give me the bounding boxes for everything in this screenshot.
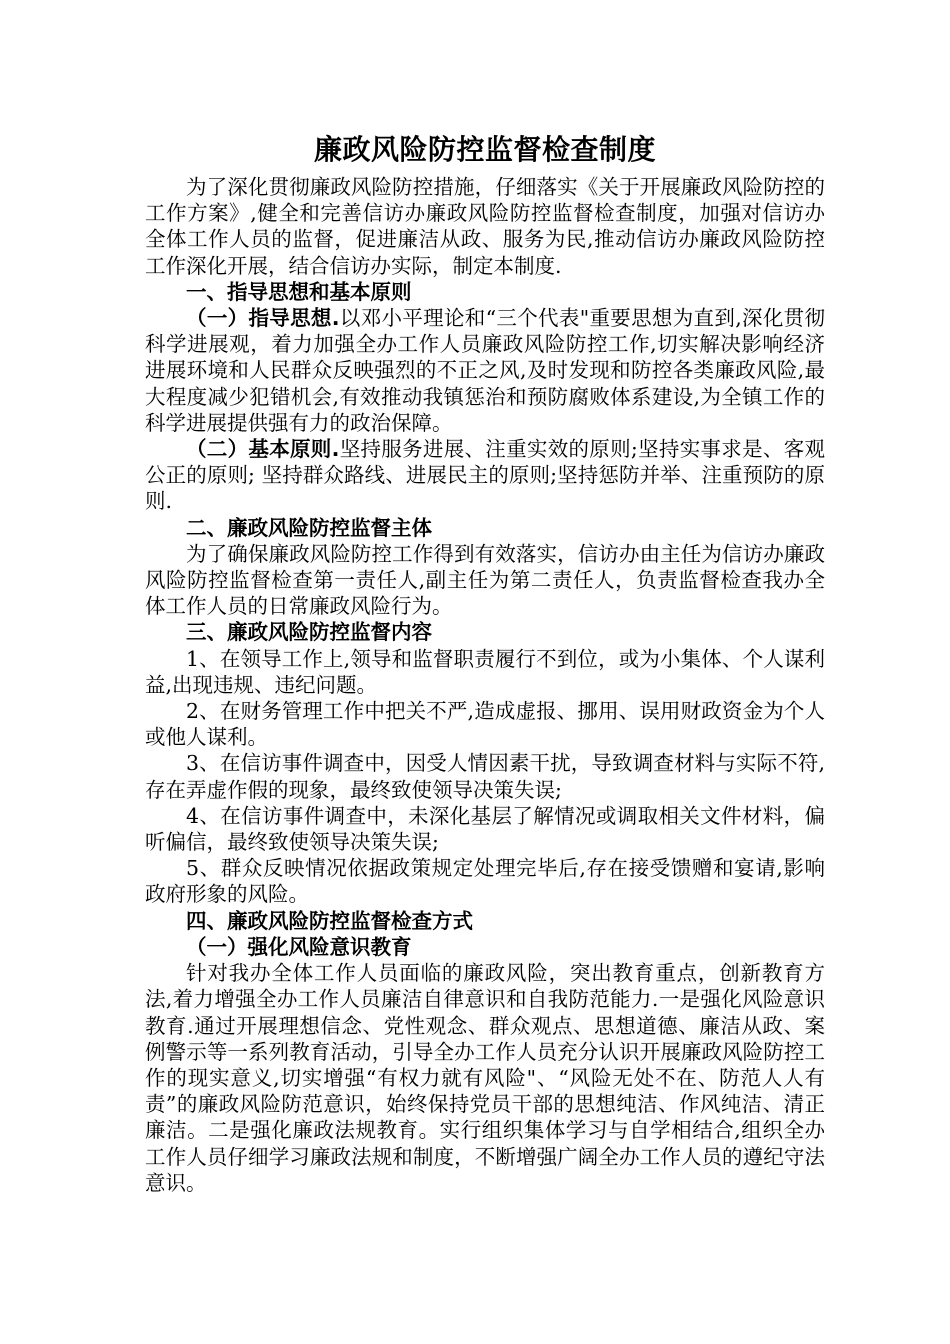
section-1-heading: 一、指导思想和基本原则 [186,279,412,304]
intro-paragraph: 为了深化贯彻廉政风险防控措施，仔细落实《关于开展廉政风险防控的工作方案》,健全和完善信访办廉政风险防控监督检查制度，加强对信访办全体工作人员的监督，促进廉洁从政、服务为民,推动信访办廉政风险防控工作深化开展，结合信访办实际，制定本制度. [145,175,825,278]
guiding-thought-text: 以邓小平理论和“三个代表"重要思想为直到,深化贯彻科学进展观，着力加强全办工作人员廉政风险防控工作,切实解决影响经济进展环境和人民群众反映强烈的不正之风,及时发现和防控各类廉政风险,最大程度减少犯错机会,有效推动我镇惩治和预防腐败体系建设,为全镇工作的科学进展提供强有力的政治保障。 [145,306,825,435]
section-3-heading: 三、廉政风险防控监督内容 [186,620,432,645]
section-4-paragraph: 针对我办全体工作人员面临的廉政风险，突出教育重点，创新教育方法,着力增强全办工作人员廉洁自律意识和自我防范能力.一是强化风险意识教育.通过开展理想信念、党性观念、群众观点、思想道德、廉洁从政、案例警示等一系列教育活动，引导全办工作人员充分认识开展廉政风险防控工作的现实意义,切实增强“有权力就有风险"、“风险无处不在、防范人人有责”的廉政风险防范意识，始终保持党员干部的思想纯洁、作风纯洁、清正廉洁。二是强化廉政法规教育。实行组织集体学习与自学相结合,组织全办工作人员仔细学习廉政法规和制度，不断增强广阔全办工作人员的遵纪守法意识。 [145,961,825,1195]
section-4-heading: 四、廉政风险防控监督检查方式 [186,908,473,933]
document-title: 廉政风险防控监督检查制度 [313,133,656,166]
section-3-item: 1、在领导工作上,领导和监督职责履行不到位，或为小集体、个人谋利益,出现违规、违纪问题。 [145,646,825,697]
section-1-guiding-thought [145,305,825,436]
section-3-item: 3、在信访事件调查中，因受人情因素干扰，导致调查材料与实际不符,存在弄虚作假的现象，最终致使领导决策失误; [145,751,825,802]
basic-principles-lead: （二）基本原则. [186,437,340,462]
section-3-item: 4、在信访事件调查中，未深化基层了解情况或调取相关文件材料，偏听偏信，最终致使领导决策失误; [145,803,825,855]
guiding-thought-lead: （一）指导思想. [186,306,340,331]
section-1-basic-principles [145,436,825,515]
document-body [145,128,825,1196]
basic-principles-text: 坚持服务进展、注重实效的原则;坚持实事求是、客观公正的原则; 坚持群众路线、进展民主的原则;坚持惩防并举、注重预防的原则. [145,437,825,514]
section-2-paragraph: 为了确保廉政风险防控工作得到有效落实，信访办由主任为信访办廉政风险防控监督检查第一责任人,副主任为第二责任人，负责监督检查我办全体工作人员的日常廉政风险行为。 [145,541,825,619]
section-3-item: 5、群众反映情况依据政策规定处理完毕后,存在接受馈赠和宴请,影响政府形象的风险。 [145,856,825,907]
section-4-subheading: （一）强化风险意识教育 [186,934,412,959]
section-3-item: 2、在财务管理工作中把关不严,造成虚报、挪用、误用财政资金为个人或他人谋利。 [145,699,825,750]
section-2-heading: 二、廉政风险防控监督主体 [186,515,432,540]
